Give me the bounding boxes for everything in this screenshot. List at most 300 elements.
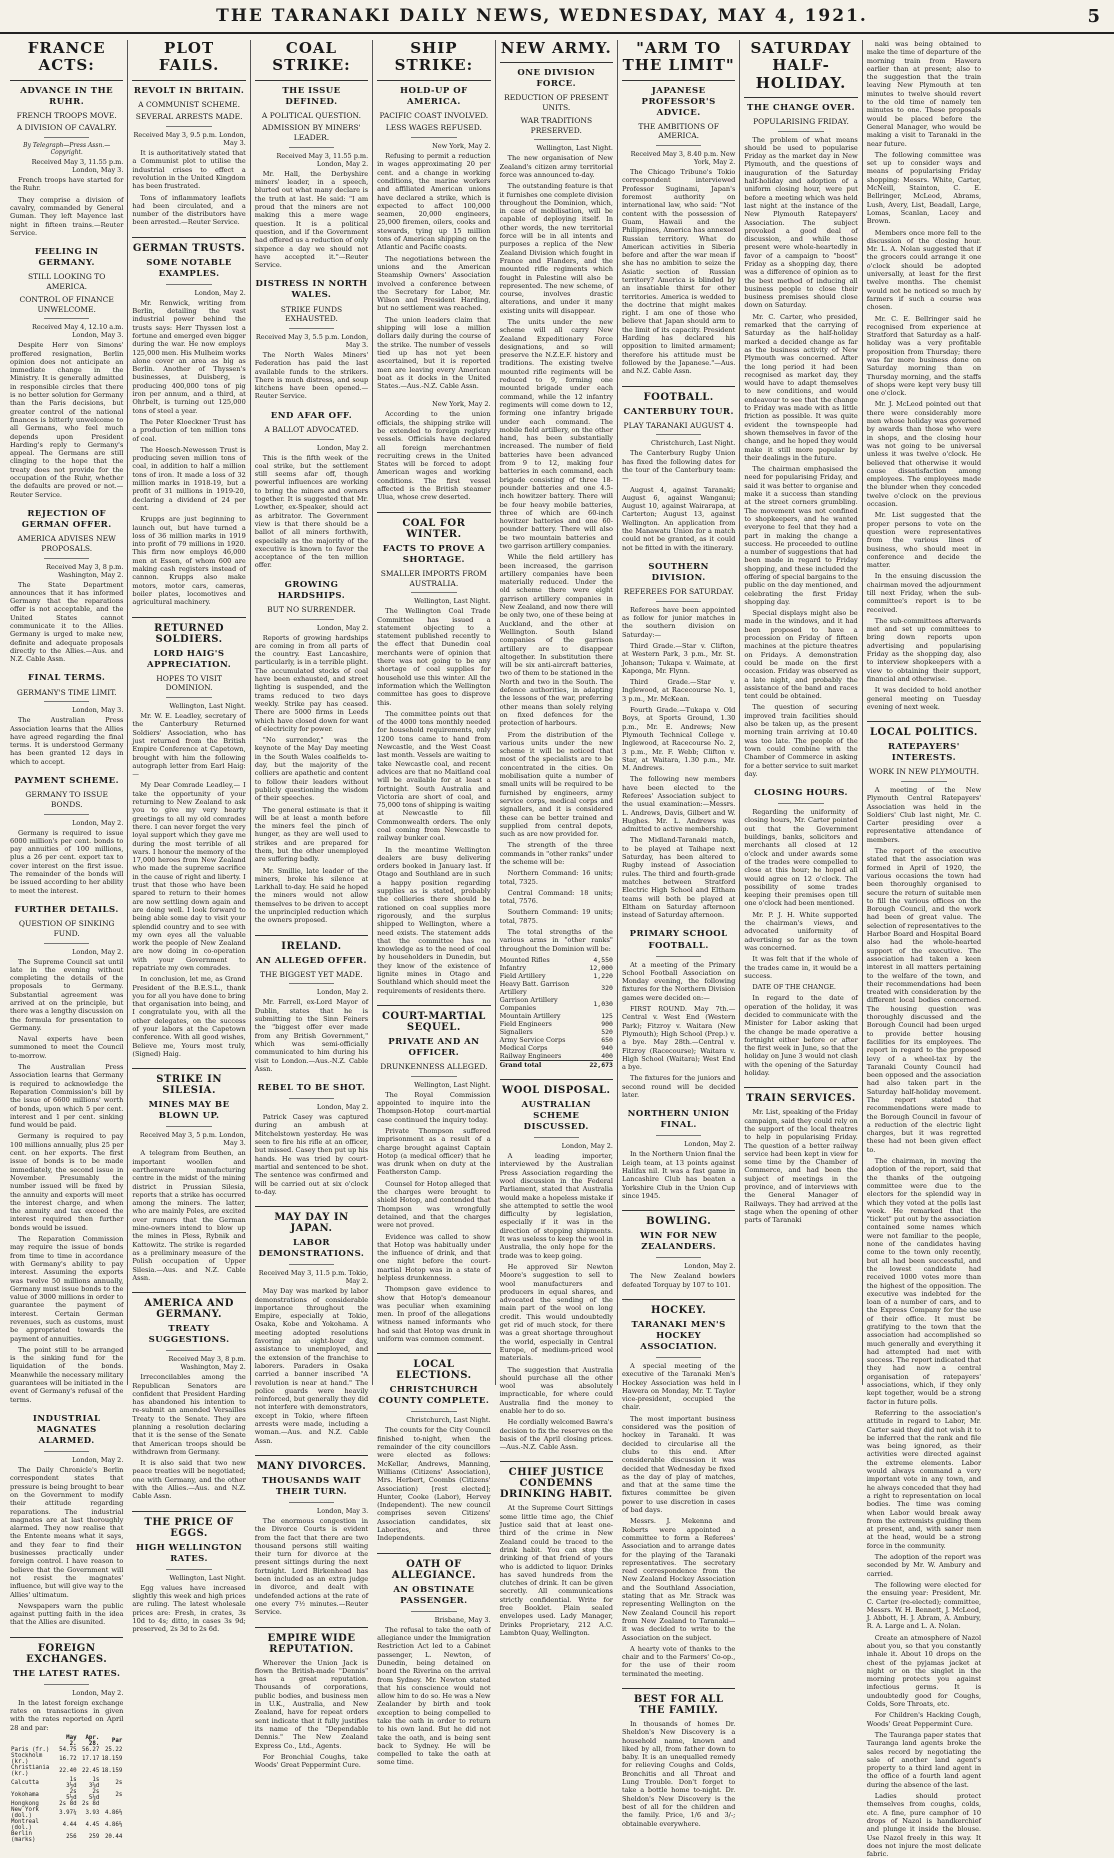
table-cell: Garrison Artillery Companies (499, 995, 558, 1012)
divider-rule (289, 439, 334, 440)
table-cell: 22,673 (589, 1060, 613, 1069)
table-cell: Field Engineers (499, 1019, 552, 1028)
table-row (500, 972, 613, 980)
article-dateline: London, May 2. (561, 1142, 613, 1151)
divider-rule (656, 601, 701, 602)
article-paragraph: Third Grade.—Star v. Inglewood, at Racecourse No. 1, 3 p.m., Mr. McKean. (621, 678, 736, 703)
article-paragraph: He approved Sir Newton Moore's suggestion to sell to wool manufacturers and producers in equal shares, and advocated the sending of the main part of the wool on long credit. This would undoubtedly get rid of much stock, for there was a great shortage throughout the world, especially in Central Europe, of medium-priced wool materials. (499, 1262, 613, 1363)
article-subhead: ONE DIVISION FORCE. (517, 68, 596, 90)
article-subhead: LABOR DEMONSTRATIONS. (258, 1238, 365, 1260)
article (744, 788, 857, 1077)
article-dateline: London, May 2. (684, 1140, 736, 1149)
article-subhead: STRIKE FUNDS EXHAUSTED. (280, 304, 343, 324)
article-headline: SATURDAY HALF-HOLIDAY. (744, 40, 857, 98)
article (10, 905, 123, 1404)
article-paragraph: Newspapers warn the public against putting faith in the idea that the Allies are disunited. (10, 1601, 124, 1627)
article (622, 1299, 735, 1678)
column (618, 39, 740, 1828)
article-dateline: London, May 2. (316, 623, 369, 632)
section-heading: MAY DAY IN JAPAN. (255, 1206, 368, 1234)
divider-rule (166, 1350, 211, 1351)
table-cell: 125 (601, 1011, 613, 1020)
table-cell: 1,220 (593, 971, 613, 980)
page-number: 5 (1087, 5, 1100, 27)
article-paragraph: In the meantime Wellington dealers are busy delivering orders booked in January last. If Otago and Southland are in such a happy position regarding supplies as is stated, probably the collieries there should be rationed on coal supplies more rigorously, and the surplus shipped to Wellington, where a need exists. The statement adds that the committee has no knowledge as to the need of coal by householders in Dunedin, but they know of the existence of lignite mines in Otago and Southland which should meet the requirements of residents there. (377, 845, 491, 995)
table-row (500, 1028, 613, 1036)
article-subhead: FRENCH TROOPS MOVE. (16, 110, 117, 120)
article-paragraph: Wherever the Union Jack is flown the British-made "Dennis" has a great reputation. Thousands of corporations, public bodies, and business men in U.K., Australia, and New Zealand, have for repeat orders sent indicate that it fully justifies its name of the "Dependable Dennis." The New Zealand Express Co., Ltd., Agents. (254, 1658, 369, 1750)
section-heading: TRAIN SERVICES. (744, 1087, 857, 1104)
article-paragraph: The fixtures for the juniors and second round will be decided later. (621, 1074, 736, 1099)
table-cell: New York (dol.) (11, 1806, 39, 1819)
article-subhead: A DIVISION OF CAVALRY. (16, 123, 117, 133)
article-paragraph: It was decided to hold another general meeting on Tuesday evening of next week. (866, 686, 982, 711)
article-paragraph: Mr. List, speaking of the Friday campaign, said they could rely on the support of the local theatres to help in popularising Friday. The question of a better railway service had been kept in view for some time by the Chamber of Commerce, and had been the subject of meetings in the province, and of interviews with the General Manager of Railways. They had arrived at the stage when the opening of other parts of Taranaki (744, 1108, 858, 1225)
article-subhead: AN ALLEGED OFFER. (256, 955, 367, 966)
table-row (10, 1819, 123, 1831)
column (863, 40, 985, 1858)
article-dateline: Received May 3, 11.55 p.m. London, May 3. (31, 158, 124, 175)
section-heading: HOCKEY. (622, 1299, 735, 1316)
article-subhead: PACIFIC COAST INVOLVED. (379, 110, 489, 120)
article (377, 400, 490, 501)
article-dateline: London, May 2. (194, 288, 246, 297)
article-paragraph: The general estimate is that it will be at least a month before the miners feel the pinch of hunger, as they are well used to strikes and are prepared for them, but the other unemployed are suffering badly. (254, 805, 369, 864)
divider-rule (289, 328, 334, 329)
section-heading: COURT-MARTIAL SEQUEL. (377, 1005, 490, 1033)
article (255, 40, 368, 269)
article-paragraph: The strength of the three commands in "other ranks" under the scheme will be: (499, 841, 613, 866)
article-dateline: Wellington, Last Night. (169, 1573, 246, 1582)
table-cell: Railway Engineers (499, 1051, 562, 1060)
article-paragraph: At a meeting of the Primary School Football Association on Monday evening, the following fixtures for the Northern Division games were decided on:— (621, 960, 736, 1002)
article-paragraph: The problem of what means should be used to popularise Friday as the market day in New Plymouth, and the questions of inauguration of the Saturday half-holiday and adoption of a uniform closing hour, were put before a meeting which was held last night at the instance of the New Plymouth Ratepayers' Association. The subject provoked a good deal of discussion, and while those present were whole-heartedly in favor of a campaign to "boost" Friday as a shopping day, there was a difference of opinion as to the best method of inducing all business people to close their business premises should close down on Saturday. (744, 135, 858, 310)
article-subhead: GROWING HARDSHIPS. (277, 579, 346, 601)
article-subhead: PAYMENT SCHEME. (14, 776, 120, 787)
divider-rule (289, 1264, 334, 1265)
divider-rule (44, 137, 89, 138)
article-paragraph: The committee points out that of the 4000 tons monthly needed for household requirements, only 1200 tons came to hand from Newcastle, and the West Coast last month. Vessels are waiting to take Newcastle coal, and recent advices are that no Maitland coal will be available for at least a fortnight. South Australia and Victoria are short of coal, and 75,000 tons of shipping is waiting at Newcastle to fill Commonwealth orders. The only coal coming from Newcastle to railway bunker coal. (377, 709, 491, 843)
article-subhead: LESS WAGES REFUSED. (385, 123, 482, 133)
article-subhead: GERMANY TO ISSUE BONDS. (25, 790, 108, 809)
article-paragraph: The units under the new scheme will all carry New Zealand Expeditionary Force designations, and so will preserve the N.Z.E.F. history and traditions. The existing twelve mounted rifle regiments will be reduced to 9, forming one mounted brigade under each command, while the 12 infantry regiments will come down to 12, forming one infantry brigade under each command. The mobile field artillery, on the other hand, has been substantially increased. The number of field batteries have been advanced from 9 to 12, making four batteries in each command, each brigade consisting of three 18-pounder batteries and one 4.5-inch howitzer battery. There will be four heavy mobile batteries, three of which are 60-inch howitzer batteries and one 60-pounder battery. There will also be two mountain batteries and two garrison artillery companies. (499, 317, 613, 550)
article-paragraph: Private Thompson suffered imprisonment as a result of a charge brought against Captain Hotop (a medical officer) that he was drunk when on duty at the Featherston Camp. (377, 1126, 491, 1177)
column (6, 39, 128, 1843)
article-subhead: FINAL TERMS. (28, 673, 106, 684)
section-heading: STRIKE IN SILESIA. (132, 1068, 245, 1096)
divider-rule (656, 145, 701, 146)
table-cell: Yokohama (11, 1791, 39, 1798)
section-heading: AMERICA AND GERMANY. (132, 1292, 245, 1320)
article-paragraph: Ladies should protect themselves from coughs, colds, etc. A fine, pure camphor of 10 drops of Nazol is handkerchief and plunge it inside the blouse. Use Nazol freely in this way. It does not injure the most delicate fabric. (866, 1792, 982, 1858)
article-headline: NEW ARMY. (500, 40, 613, 63)
article-paragraph: FIRST ROUND. May 7th.—Central v. West End (Western Park); Fitzroy v. Waitara (New Plymouth); High School (Prep.) v. a bye. May 28th.—Central v. Fitzroy (Racecourse); Waitara v. High School (Waitara); West End a bye. (621, 1005, 736, 1072)
article-paragraph: Counsel for Hotop alleged that the charges were brought to shield Hotop, and contended that Thompson was wrongfully detained, and that the charges were not proved. (377, 1179, 491, 1230)
table-row (10, 1765, 123, 1777)
article-paragraph: The State Department announces that it has informed Germany that the reparations offer is not acceptable, and the United States cannot communicate it to the Allies. Germany is urged to make new, definite and adequate proposals directly to the Allies.—Aus. and N.Z. Cable Assn. (10, 580, 124, 664)
article-headline: "ARM TO THE LIMIT" (622, 40, 735, 81)
article-paragraph: The Midland-Taranaki match, to be played at Taihape next Saturday, has been altered to Rugby instead of Association rules. The third and fourth-grade matches between Stratford Electric High School and Eltham teams will both be played at Eltham on Saturday afternoon instead of Saturday afternoon. (621, 836, 736, 920)
article-subhead: WAR TRADITIONS PRESERVED. (520, 115, 593, 135)
article-headline: SHIP STRIKE: (377, 40, 490, 81)
article-subhead: WORK IN NEW PLYMOUTH. (868, 767, 979, 777)
table-cell: 3.97¼ (59, 1809, 77, 1816)
column (496, 39, 618, 1637)
article-subhead: REFEREES FOR SATURDAY. (623, 587, 734, 597)
article-dateline: Received May 3, 11.5 p.m. Tokio, May 2. (258, 1269, 369, 1286)
article-paragraph: The Chicago Tribune's Tokio correspondent interviewed Professor Suginami, Japan's foremost authority on international law, who said: "Not content with the possession of Guam, Hawaii and the Philippines, America has annexed Russian territory. What do American activities in Siberia before and after the war mean if she has no ambition to seize the Asiatic section of Russian territory? America is blinded by an insatiable thirst for other territories. America is wedded to the doctrine that might makes right. I am one of those who believe that Japan should arm to the limit of its capacity. President Harding has declared his opposition to limited armament; therefore his attitude must be followed by the Japanese."—Aus. and N.Z. Cable Assn. (621, 168, 736, 376)
article (622, 1688, 735, 1828)
article-paragraph: naki was being obtained to make the time of departure of the morning train from Hawera earlier than at present; also to the suggestion that the train leaving New Plymouth at ten minutes to twelve should revert to the old time of namely ten minutes to one. These proposals would be placed before the General Manager, who would be making a visit to Taranaki in the near future. (866, 40, 982, 148)
table-cell: 520 (601, 1027, 613, 1036)
article-paragraph: French troops have started for the Ruhr. (10, 176, 124, 193)
article-paragraph: Krupps are just beginning to launch out, but have turned a loss of 36 million marks in 1919 into profit of 79 millions in 1920. This firm now employs 46,000 men at Essen, of whom 600 are making cash registers instead of cannon. Krupps also make motors, motor cars, cameras, boiler plates, locomotives and agricultural machinery. (132, 515, 246, 607)
article-paragraph: The suggestion that Australia should purchase all the other wool was absolutely impracticable, for where could Australia find the money to enable her to do so. (499, 1365, 613, 1415)
article-subhead: SOUTHERN DIVISION. (648, 561, 709, 583)
article-subhead: INDUSTRIAL MAGNATES ALARMED. (32, 1413, 101, 1447)
table-cell: 56.27 (81, 1746, 100, 1753)
article-paragraph: The union leaders claim that shipping will lose a million dollars daily during the course of the strike. The number of vessels tied up has not yet been ascertained, but it is reported men are leaving every American boat as it docks in the United States.—Aus.-N.Z. Cable Assn. (377, 315, 491, 391)
table-cell: Infantry (499, 963, 527, 972)
section-heading: CHIEF JUSTICE CONDEMNS DRINKING HABIT. (500, 1461, 613, 1500)
section-heading: BEST FOR ALL THE FAMILY. (622, 1688, 735, 1716)
divider-rule (778, 803, 823, 804)
table-cell: Christiania (kr.) (11, 1764, 50, 1777)
article-dateline: Received May 3, 11.55 p.m. London, May 2. (276, 151, 369, 168)
article (377, 512, 490, 995)
article-subhead: CONTROL OF FINANCE UNWELCOME. (19, 294, 114, 314)
table-cell: Army Service Corps (499, 1035, 566, 1044)
article (377, 1553, 490, 1767)
article-subhead: RATEPAYERS' INTERESTS. (888, 742, 960, 764)
article-subhead: PRIVATE AND AN OFFICER. (388, 1036, 480, 1058)
section-heading: BOWLING. (622, 1210, 735, 1227)
article-paragraph: The new organisation of New Zealand's citizen army territorial force was announced to-day. (499, 154, 613, 179)
article-subhead: THOUSANDS WAIT THEIR TURN. (261, 1475, 361, 1497)
article-paragraph: The Daily Chronicle's Berlin correspondent states that pressure is being brought to bear on the Government to modify their attitude regarding reparations. The industrial magnates are at last thoroughly alarmed. They now realise that the Entente means what it says, and they fear to find their businesses practically under foreign control. I have reason to believe that the Government will not resist the magnates' influence, but will give way to the Allies' ultimatum. (10, 1466, 124, 1599)
table-row (500, 1012, 613, 1020)
section-heading: FOOTBALL. (622, 386, 735, 403)
article-paragraph: The question of securing improved train facilities should also be taken up, as the present morning train arriving at 10.40 was too late. The people of the town could combine with the Chamber of Commerce in asking for a better service to suit market day. (744, 703, 858, 778)
table-cell: 22.40 (59, 1767, 77, 1774)
article-paragraph: The chairman emphasised the need for popularising Friday, and said it was better to organise and make it a success than standing at the street corners grumbling. The movement was not confined to shopkeepers, and he wanted everyone to feel that they had a part in making the change a success. He proceeded to outline a number of suggestions that had been made in regard to Friday shopping, and these included the offering of special bargains to the public on the day mentioned, and celebrating the first Friday shopping day. (744, 465, 858, 606)
article-paragraph: Mr. P. J. H. White supported the chairman's views, and advocated uniformity of advertising so far as the town was concerned. (744, 910, 858, 952)
article-paragraph: In the latest foreign exchange rates on transactions in given with the rates reported on April 28 and par: (10, 1698, 124, 1732)
article-dateline: Received May 3, 5 p.m. London, May 3. (139, 1131, 246, 1148)
article-paragraph: The enormous congestion in the Divorce Courts is evident from the fact that there are two thousand persons still waiting their turn for divorce at the present sittings during the next fortnight. Lord Birkenhead has been included as an extra judge in divorce, and dealt with undefended actions at the rate of one every 7½ minutes.—Reuter Service. (254, 1516, 369, 1617)
article (10, 1637, 123, 1843)
article (622, 1210, 735, 1289)
article-dateline: Received May 3, 8.40 p.m. New York, May 2. (630, 150, 736, 167)
divider-rule (411, 592, 456, 593)
divider-rule (656, 1357, 701, 1358)
article-paragraph: Despite Herr von Simons' proffered resignation, Berlin opinion does not anticipate an immediate change in the Ministry. It is generally admitted in responsible circles that there is no better solution for Germany than the Paris decisions, but greater control of the national finances is bitterly unwelcome to all Germans, who feel much depends upon President Harding's reply to Germany's appeal. The Germans are still clinging to the hope that the treaty does not provide for the occupation of the Ruhr, whether the defaults are proved or not.—Reuter Service. (10, 341, 124, 499)
article-paragraph: Northern Command: 16 units; total, 7325. (499, 869, 613, 886)
section-heading: IRELAND. (255, 935, 368, 952)
article-paragraph: Reports of growing hardships are coming in from all parts of the country. East Lancashire, particularly, is in a terrible plight. The accumulated stocks of coal have been exhausted, and street lighting is suspended, and the trams reduced to two days weekly. Strike pay has ceased. There are 5000 firms in Leeds which have closed down for want of electricity for power. (254, 633, 369, 733)
table-cell: 2s (115, 1791, 123, 1798)
article-paragraph: A special meeting of the executive of the Taranaki Men's Hockey Association was held in Hawera on Monday, Mr. T. Taylor vice-president, occupied the chair. (621, 1362, 736, 1412)
section-heading: THE PRICE OF EGGS. (132, 1511, 245, 1539)
table-cell: Berlin (marks) (11, 1830, 36, 1843)
table-cell: Heavy Batt. Garrison Artillery (499, 979, 570, 996)
article-paragraph: Special displays might also be made in the windows, and it had been proposed to have a procession on Friday of fifteen machines at the picture theatres on Fridays. A demonstration could be made on the first occasion. Friday was observed as a late night, and probably the assistance of the band and races tent could be obtained. (744, 609, 858, 701)
article-subhead: THE ISSUE DEFINED. (282, 85, 341, 107)
article-paragraph: My Dear Comrade Leadley,— I take the opportunity of your returning to New Zealand to ask you to give my very hearty greetings to all my old comrades there. I can never forget the very loyal support which they gave me during the most terrible of all wars. I honour the memory of the 17,000 heroes from New Zealand who made the supreme sacrifice in the cause of right and liberty. I trust that those who have been spared to return to their homes are now settling down again and are doing well. I look forward to being able some day to visit your splendid country and to see with my own eyes all the valuable work the people of New Zealand are now doing in co-operation with your Government to repatriate my own comrades. (132, 781, 246, 972)
table-row (500, 980, 613, 996)
article-dateline: Wellington, Last Night. (414, 597, 491, 606)
article (10, 1414, 123, 1627)
divider-rule (44, 1451, 89, 1452)
table-cell: 12,000 (589, 963, 613, 972)
article-paragraph: Members once more fell to the discussion of the closing hour. Mr. L. A. Nolan suggested that if the grocers could arrange it one o'clock should be adopted universally, at least for the first twelve months. The chemist would not be noticed so much by farmers if such a course was chosen. (866, 228, 982, 312)
article-paragraph: Mr. C. Carter, who presided, remarked that the carrying of Saturday as the half-holiday marked a decided change as far as the business activity of New Plymouth was concerned. After the long period it had been recognised as market day, they would have to adapt themselves to new conditions, and would endeavour to see that the change to Friday was made with as little friction as possible. It was quite evident the townspeople had shown themselves in favor of the change, and he hoped they would make it still more popular by their dealings in the future. (744, 312, 858, 462)
divider-rule (778, 131, 823, 132)
article-paragraph: According to the union officials, the shipping strike will be extended to foreign registry vessels. Officials have declared all foreign merchantmen recruiting crews in the United States will be forced to adopt American wages and working conditions. The first vessel affected is the British steamer Ulua, whose crew deserted. (377, 410, 491, 502)
article-dateline: London, May 2. (684, 1262, 736, 1271)
table-cell: 54.75 (59, 1746, 77, 1753)
article-paragraph: Germany is required to issue 6000 million's per cent. bonds to pay annuities of 100 millions, plus a 26 per cent. export tax to cover interest on the first issue. The remainder of the bonds will be issued according to her ability to meet the interest. (10, 828, 124, 895)
article (622, 386, 735, 552)
article (132, 40, 245, 227)
article-subhead: NORTHERN UNION FINAL. (627, 1109, 730, 1131)
table-row (10, 1753, 123, 1765)
table-row (10, 1789, 123, 1801)
table-cell: 16.72 (59, 1755, 77, 1762)
article-paragraph: It is authoritatively stated that a Communist plot to utilise the industrial crises to effect a revolution in the United Kingdom has been frustrated. (132, 149, 246, 191)
table-row (500, 956, 613, 964)
article-paragraph: A leading importer, interviewed by the Australian Press Association regarding the wool discussion in the Federal Parliament, stated that Australia would make a hopeless mistake if she attempted to settle the wool difficulty by legislation, especially if it was in the direction of stopping shipments. It was useless to keep the wool in Australia, the only hope for the trade was to keep going. (499, 1152, 613, 1260)
table-header: Par (111, 1737, 123, 1744)
article-paragraph: The Wellington Coal Trade Committee has issued a statement objecting to a statement published recently to the effect that Dunedin coal merchants were of opinion that there was not going to be any shortage of coal supplies for household use this winter. All the information which the Wellington committee has goes to disprove this. (377, 607, 491, 707)
article-paragraph: A hearty vote of thanks to the chair and to the Farmers' Co-op., for the use of their room terminated the meeting. (621, 1644, 736, 1678)
article-subhead: REDUCTION OF PRESENT UNITS. (504, 93, 609, 113)
article-dateline: Received May 3, 9.5 p.m. London, May 3. (133, 131, 246, 148)
table-cell: Field Artillery (499, 971, 546, 980)
article-paragraph: The following committee was set up to consider ways and means of popularising Friday shopping: Messrs. White, Carter, McNeill, Stainton, C. E. Bellringer, McLeod, Abrams, Lush, Avery, List, Beadall, Large, Lomas, Scanlan, Lacey and Brown. (866, 150, 982, 226)
article (10, 509, 123, 664)
article-paragraph: The North Wales Miners' Federation has paid the last available funds to the strikers. There is much distress, and soup kitchens have been opened.—Reuter Service. (254, 351, 369, 401)
article-dateline: London, May 3. (72, 706, 124, 715)
article-paragraph: Referees have been appointed as follow for junior matches in the southern division on Saturday:— (621, 605, 736, 639)
table-cell: 1s 3⅝d (88, 1776, 100, 1789)
article-paragraph: Mr. Smillie, late leader of the miners, broke his silence at Larkhall to-day. He said he hoped the miners would not allow themselves to be driven to accept the unprincipled reduction which the owners proposed. (254, 866, 369, 925)
article-paragraph: In thousands of homes Dr. Sheldon's New Discovery is a household name, known and liked by all, from father down to baby. It is an unequalled remedy for relieving Coughs and Colds, Bronchitis and all Throat and Lung Trouble. Don't forget to take a bottle home to-night. Dr. Sheldon's New Discovery is the best of all for the children and the family. Price, 1/6 and 3/-; obtainable everywhere. (621, 1719, 736, 1828)
article-paragraph: Mr. W. E. Leadley, secretary of the Canterbury Returned Soldiers' Association, who has just returned from the British Empire Conference at Capetown, brought with him the following autograph letter from Earl Haig:— (132, 712, 246, 779)
article-subhead: CLOSING HOURS. (754, 788, 849, 799)
article-paragraph: The refusal to take the oath of allegiance under the Immigration Restriction Act led to a Cabinet passenger, L. Newton, of Dunedin, being detained on board the Riverina on the arrival from Sydney. Mr. Newton stated that his conscience would not allow him to do so. He was a New Zealander by birth and took exception to being compelled to take the oath in order to return to his own land. But he did not take the oath, and is being sent back to Sydney. He will be compelled to take the oath at some time. (377, 1625, 491, 1767)
table-cell: Stockholm (kr.) (11, 1752, 43, 1765)
article-paragraph: The Australian Press Association learns that Germany is required to acknowledge the Reparation Commission's bill by the issue of 6600 millions' worth of bonds, upon which 5 per cent. interest and 1 per cent. sinking fund would be paid. (10, 1063, 124, 1130)
table-cell: 17.17 (81, 1755, 100, 1762)
table-cell: 900 (601, 1019, 613, 1028)
article-paragraph: Mr. J. McLeod pointed out that there were considerably more men whose holiday was governed by awards than those who were in shops, and the closing hour was not going to be universal unless it was twelve o'clock. He believed that otherwise it would cause dissatisfaction among employees. The employees made the blunder when they conceded twelve o'clock on the previous occasion. (866, 400, 982, 509)
divider-rule (901, 781, 947, 782)
article (622, 929, 735, 1099)
section-heading: GERMAN TRUSTS. (132, 237, 245, 254)
article-paragraph: Messrs. J. Mekenna and Roberts were appointed a committee to form a Referees' Association and to arrange dates for the playing of the Taranaki representatives. The secretary read correspondence from the New Zealand Hockey Association and the Southland Association, stating that as Mr. Strack was representing Wellington on the New Zealand Council his report from New Zealand to Taranaki—it was decided to write to the Association on the subject. (621, 1517, 736, 1642)
article-dateline: New York, May 2. (432, 400, 491, 409)
article-paragraph: The following were elected for the ensuing year: President, Mr. C. Carter (re-elected); committee, Messrs. W. H. Bennett, J. McLeod, J. Abbott, H. J. Abram, A. Ambury, R. A. Large and L. A. Nolan. (866, 1580, 982, 1631)
article (867, 40, 981, 711)
article-subhead: THE AMBITIONS OF AMERICA. (638, 121, 719, 141)
article (744, 1087, 857, 1224)
article-paragraph: May Day was marked by labor demonstrations of considerable importance throughout the Empire, especially at Tokio, Osaka, Kobe and Yokohama. A meeting adopted resolutions favoring an eight-hour day, assistance to unemployed, and the extension of the franchise to laborers. Paraders in Osaka carried a banner inscribed "A revolution is near at hand." The police guards were heavily reinforced, but generally they did not interfere with demonstrators, except in Tokio, where fifteen arrests were made, including a woman.—Aus. and N.Z. Cable Assn. (254, 1287, 369, 1445)
article-paragraph: For Bronchial Coughs, take Woods' Great Peppermint Cure. (254, 1752, 369, 1770)
article-subhead: A POLITICAL QUESTION. (261, 110, 362, 120)
table-cell: Mountain Artillery (499, 1011, 561, 1020)
article-dateline: London, May 2. (72, 947, 124, 956)
divider-rule (44, 1684, 89, 1685)
article-paragraph: Refusing to permit a reduction in wages approximating 20 per cent. and a change in working conditions, the marine workers and affiliated American unions have declared a strike, which is expected to affect 100,000 seamen, 20,000 engineers, 25,000 firemen, oilers, cooks and stewards, tying up 15 million tons of American shipping on the Atlantic and Pacific coasts. (377, 152, 491, 252)
article-subhead: A BALLOT ADVOCATED. (264, 424, 359, 434)
article (377, 1353, 490, 1542)
article-paragraph: A telegram from Beuthen, an important woollen and earthenware manufacturing centre in the midst of the mining district in Prussian Silesia, reports that a strike has occurred among the miners. The latter, who are mainly Poles, are excited over rumors that the German mine-owners intend to blow up the mines in Pless, Rybnik and Kattowitz. The strike is regarded as a preliminary measure of the Polish occupation of Upper Silesia.—Aus. and N.Z. Cable Assn. (132, 1149, 246, 1282)
article-paragraph: Mr. Renwick, writing from Berlin, detailing the vast industrial power behind the trusts says: Herr Thyssen lost a fortune and emerged even bigger during the war. He now employs 125,000 men. His Mulheim works alone cover an area as big as Berlin. Another of Thyssen's businesses, at Duisberg, is producing 400,000 tons of pig iron per annum, and a third, at Ohrbelt, is turning out 125,000 tons of steel a year. (132, 298, 246, 415)
article-paragraph: It is also said that two new peace treaties will be negotiated; one with Germany, and the other with the Allies.—Aus. and N.Z. Cable Assn. (132, 1459, 246, 1501)
article (10, 247, 123, 499)
article-dateline: New York, May 2. (432, 142, 491, 151)
divider-rule (411, 137, 456, 138)
article-dateline: Christchurch, Last Night. (406, 1416, 491, 1425)
article-subhead: MINES MAY BE BLOWN UP. (148, 1100, 230, 1122)
article-paragraph: The Royal Commission appointed to inquire into the Thompson-Hotop court-martial case continued the inquiry today. (377, 1090, 491, 1124)
table-cell: 650 (601, 1035, 613, 1044)
table-cell: 4.86⅔ (104, 1821, 123, 1828)
article-subhead: JAPANESE PROFESSOR'S ADVICE. (641, 85, 716, 118)
divider-rule (656, 1257, 701, 1258)
article (255, 1206, 368, 1445)
divider-rule (289, 619, 334, 620)
table-cell: 3.93 (85, 1809, 100, 1816)
article-subhead: PRIMARY SCHOOL FOOTBALL. (629, 929, 728, 951)
article-subhead: DISTRESS IN NORTH WALES. (255, 279, 368, 301)
article (132, 1292, 245, 1501)
article (10, 40, 123, 237)
article-paragraph: Southern Command: 19 units; total, 7875. (499, 908, 613, 925)
article-subhead: AMERICA ADVISES NEW PROPOSALS. (17, 534, 116, 553)
article-paragraph: Create an atmosphere of Nazol about you, so that you constantly inhale it. About 10 drops on the chest of the pyjamas jacket at night or on the singlet in the morning protects you against infectious germs. It is undoubtedly good for Coughs, Colds, Sore Throats, etc. (866, 1633, 982, 1709)
article-paragraph: The Australian Press Association learns that the Allies have agreed regarding the final terms. It is understood Germany has been granted 12 days in which to accept. (10, 716, 124, 766)
article-paragraph: He cordially welcomed Bawra's decision to fix the reserves on the basis of the April closing prices.—Aus.-N.Z. Cable Assn. (499, 1418, 613, 1452)
article-paragraph: This is the fifth week of the coal strike, but the settlement still seems afar off, though powerful influences are working to bring the miners and owners together. It is suggested that Mr. Lowther, ex-Speaker, should act as arbitrator. The Government view is that there should be a ballot of all miners forthwith, especially as the majority of the executive is known to favor the acceptance of the ten million offer. (254, 453, 369, 570)
article-headline: FRANCE ACTS: (10, 40, 123, 81)
table-cell: 256 (66, 1833, 77, 1840)
table-cell: 4.45 (85, 1821, 100, 1828)
section-heading: FOREIGN EXCHANGES. (10, 1637, 123, 1665)
article-subhead: HIGH WELLINGTON RATES. (135, 1542, 243, 1564)
divider-rule (166, 697, 211, 698)
article (622, 562, 735, 920)
article-subhead: DRUNKENNESS ALLEGED. (380, 1062, 488, 1072)
article-paragraph: Patrick Casey was captured during an ambush at Mitchelstown yesterday. He was seen to fire his rifle at an officer, but missed. Casey then put up his hands. He was tried by court-martial and sentenced to be shot. The sentence was confirmed and will be carried out at six o'clock to-day. (254, 1113, 369, 1196)
article-paragraph: They comprise a division of cavalry, commanded by General Guman. They left Mayence last night in fifteen trains.—Reuter Service. (10, 195, 124, 237)
article-paragraph: The report of the executive stated that the association was formed in April of 1920, the various occasions the town had been thoroughly organised to secure the return of suitable men to fill the various offices on the Borough Council, and the work had been of great value. The selection of representatives to the Harbor Board and Hospital Board also had the whole-hearted support of the executive. The association had taken a keen interest in all matters pertaining to the welfare of the town, and their recommendations had been treated with consideration by the different local bodies concerned. The housing question was thoroughly discussed and the Borough Council had been urged to provide better housing facilities for its employees. The report in regard to the proposed levy of a wheel-tax by the Taranaki County Council had been opposed and the association had also taken part in the Saturday half-holiday movement. The report stated that recommendations were made to the Borough Council in favour of a reduction of the electric light charges, but it was regretted these had not been given effect to. (866, 847, 982, 1154)
divider-rule (166, 126, 211, 127)
article (500, 1079, 613, 1452)
article-subhead: SOME NOTABLE EXAMPLES. (146, 257, 232, 279)
table-cell: Montreal (dol.) (11, 1818, 39, 1831)
divider-rule (656, 956, 701, 957)
divider-rule (289, 1098, 334, 1099)
article-paragraph: The counts for the City Council finished to-night, when the remainder of the city councillors were elected as follows: McKellar, Andrews, Manning, Williams (Citizens' Association), Mrs. Herbert, Coombs (Citizens' Association) [rest elected]; Hunter, Cooke (Labor), Hervey (Independent). The new council comprises seven Citizens' Association candidates, six Laborites, and three Independents. (377, 1426, 491, 1543)
table-cell: 940 (601, 1043, 613, 1052)
table-cell: 4.44 (62, 1821, 77, 1828)
table-row (10, 1831, 123, 1843)
article-subhead: TARANAKI MEN'S HOCKEY ASSOCIATION. (631, 1319, 726, 1352)
article (255, 411, 368, 570)
table-row (500, 1052, 613, 1061)
article-subhead: BUT NO SURRENDER. (267, 604, 356, 614)
article-paragraph: The point still to be arranged is the sinking fund for the liquidation of the bonds. Meanwhile the necessary military guarantees will be initiated in the event of Germany's refusal of the terms. (10, 1345, 124, 1404)
article (10, 673, 123, 766)
table-total-row (500, 1060, 613, 1069)
divider-rule (289, 1502, 334, 1503)
columns-container (6, 39, 1108, 1858)
table-row (500, 996, 613, 1012)
article-paragraph: Mr. Hall, the Derbyshire miners' leader, in a speech, blurted out what many declare is the truth at last. He said: "I am proud that the miners are not making this a mere wage question. It is a political question, and if the Government had offered us a reduction of only sixpence a day we should not have accepted it."—Reuter Service. (254, 169, 369, 270)
section-heading: OATH OF ALLEGIANCE. (377, 1553, 490, 1581)
article-dateline: London, May 2. (316, 1103, 369, 1112)
article-subhead: END AFAR OFF. (270, 410, 353, 421)
divider-rule (411, 1411, 456, 1412)
article-subhead: PLAY TARANAKI AUGUST 4. (623, 420, 734, 430)
article-subhead: WIN FOR NEW ZEALANDERS. (640, 1231, 718, 1253)
article-paragraph: DATE OF THE CHANGE. (752, 983, 836, 992)
article-dateline: London, May 2. (72, 818, 124, 827)
table-cell: 2s 8d (59, 1800, 77, 1807)
article-paragraph: Central Command: 18 units; total, 7576. (499, 888, 613, 906)
article-subhead: ADVANCE IN THE RUHR. (20, 85, 114, 107)
article-subhead: ADMISSION BY MINERS' LEADER. (262, 123, 361, 143)
article-paragraph: It was felt that if the whole of the trades came in, it would be a success. (744, 955, 858, 980)
article-paragraph: For Children's Hacking Cough, Woods' Great Peppermint Cure. (866, 1711, 982, 1728)
article-subhead: THE BIGGEST YET MADE. (260, 969, 363, 979)
table-row (500, 1020, 613, 1028)
table-row (10, 1777, 123, 1789)
table-cell: 4,550 (593, 955, 613, 964)
article-dateline: London, May 2. (316, 988, 369, 997)
article-subhead: THE LATEST RATES. (12, 1668, 121, 1679)
article-paragraph: Third Grade.—Star v. Clifton, at Western Park, 3 p.m., Mr. St. Johanson; Tukapa v. Waimate, at Kaponga, Mr. Flynn. (621, 641, 736, 675)
table-row (500, 1044, 613, 1052)
divider-rule (534, 1137, 579, 1138)
article (377, 40, 490, 390)
table-cell: 18.159 (101, 1767, 123, 1774)
table-cell: 1s 3½d (66, 1776, 77, 1789)
article-dateline: London, May 2. (72, 1456, 124, 1465)
table-cell: Mounted Rifles (499, 955, 550, 964)
article-dateline: Received May 4, 12.10 a.m. London, May 3. (31, 323, 124, 340)
table-cell: 22.45 (81, 1767, 100, 1774)
article (500, 40, 613, 1069)
table-header: Apr. 28. (85, 1734, 100, 1747)
article-subhead: TREATY SUGGESTIONS. (148, 1324, 230, 1346)
article (255, 279, 368, 400)
article-dateline: London, May 2. (316, 443, 369, 452)
article-subhead: QUESTION OF SINKING FUND. (18, 919, 115, 938)
masthead (0, 0, 1114, 34)
exchange-rates-table (10, 1735, 123, 1843)
article-paragraph: The Tauranga paper states that Tauranga land agents broke the sales record by negotiating the sale of another land agent's property to a third land agent in the office of a fourth land agent during the absence of the last. (866, 1730, 982, 1789)
article (255, 935, 368, 1073)
table-row (500, 964, 613, 972)
article-dateline: Christchurch, Last Night. (650, 439, 736, 448)
divider-rule (411, 1076, 456, 1077)
table-cell: Medical Corps (499, 1043, 548, 1052)
table-cell: 2s 8d (81, 1800, 100, 1807)
article (132, 1068, 245, 1282)
